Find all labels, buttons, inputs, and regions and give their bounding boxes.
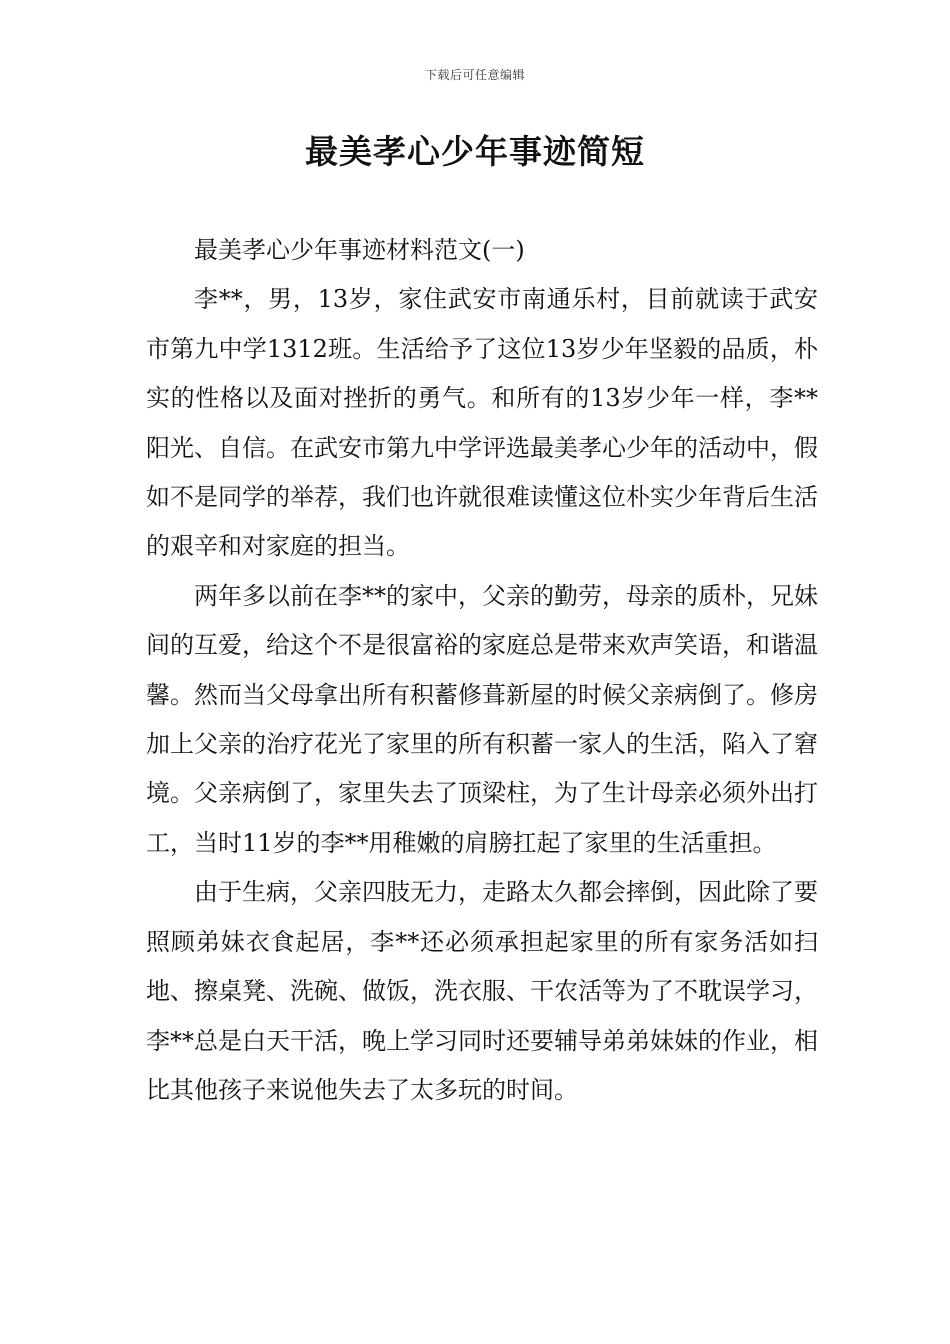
document-body [146, 226, 818, 1115]
header-note: 下载后可任意编辑 [424, 68, 525, 82]
document-title: 最美孝心少年事迹简短 [305, 132, 645, 171]
subtitle-paragraph: 最美孝心少年事迹材料范文(一) [194, 236, 525, 264]
body-paragraph-1: 李**，男，13岁，家住武安市南通乐村，目前就读于武安市第九中学1312班。生活给予了这位13岁少年坚毅的品质，朴实的性格以及面对挫折的勇气。和所有的13岁少年一样，李**阳光、自信。在武安市第九中学评选最美孝心少年的活动中，假如不是同学的举荐，我们也许就很难读懂这位朴实少年背后生活的艰辛和对家庭的担当。 [146, 285, 818, 561]
body-paragraph-3: 由于生病，父亲四肢无力，走路太久都会摔倒，因此除了要照顾弟妹衣食起居，李**还必须承担起家里的所有家务活如扫地、擦桌凳、洗碗、做饭，洗衣服、干农活等为了不耽误学习，李**总是白天干活，晚上学习同时还要辅导弟弟妹妹的作业，相比其他孩子来说他失去了太多玩的时间。 [146, 878, 818, 1104]
body-paragraph-2: 两年多以前在李**的家中，父亲的勤劳，母亲的质朴，兄妹间的互爱，给这个不是很富裕的家庭总是带来欢声笑语，和谐温馨。然而当父母拿出所有积蓄修葺新屋的时候父亲病倒了。修房加上父亲的治疗花光了家里的所有积蓄一家人的生活，陷入了窘境。父亲病倒了，家里失去了顶梁柱，为了生计母亲必须外出打工，当时11岁的李**用稚嫩的肩膀扛起了家里的生活重担。 [146, 581, 818, 857]
